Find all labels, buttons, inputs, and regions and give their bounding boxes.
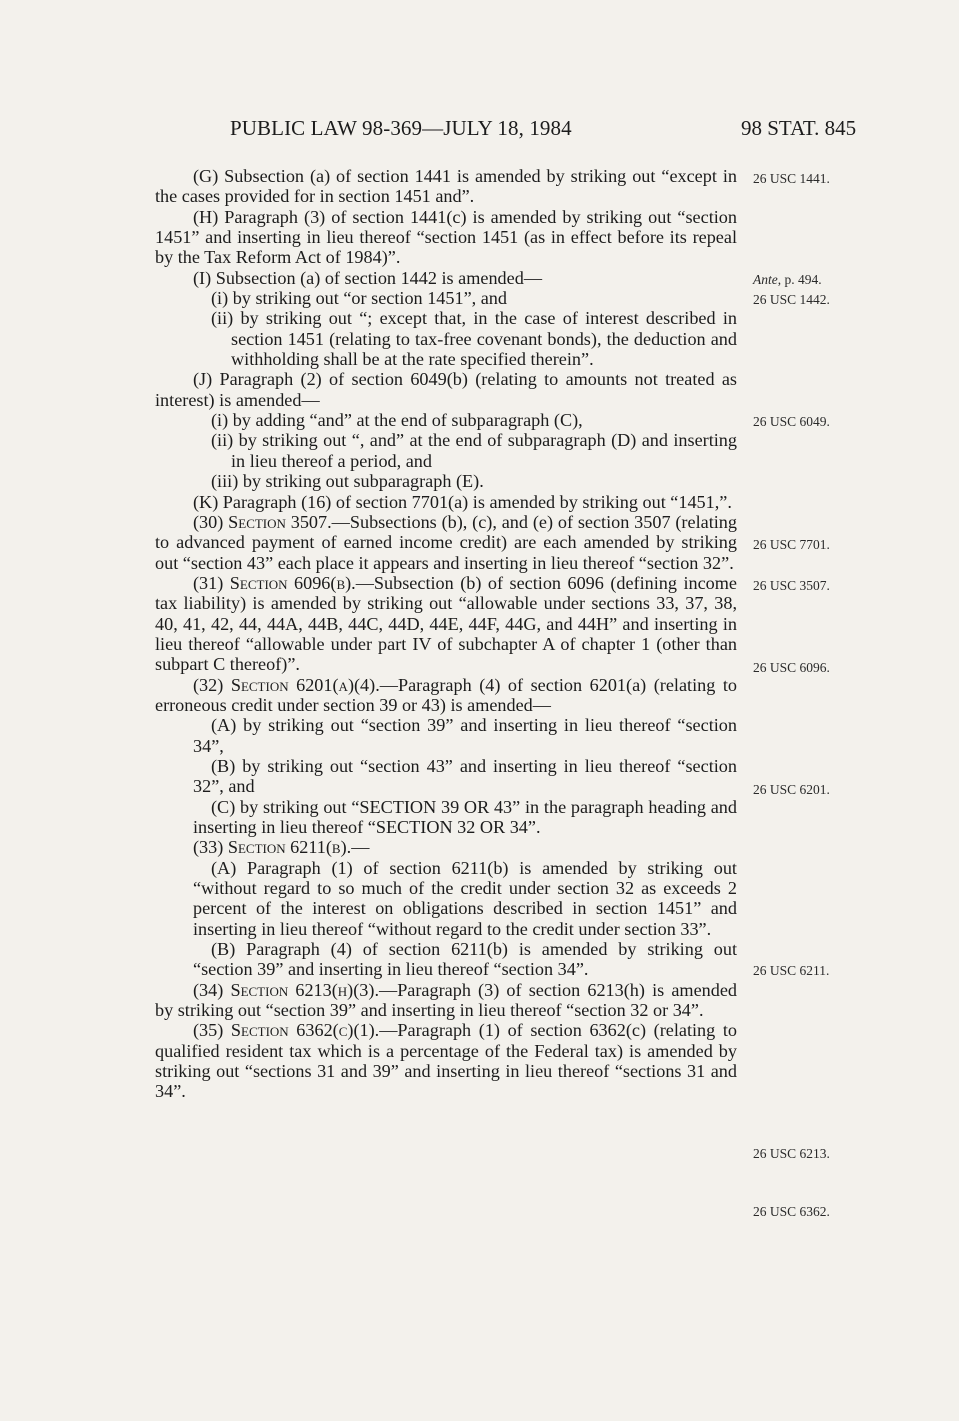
section-32-b: (B) by striking out “section 43” and inserting in lieu thereof “section 32”, and: [193, 755, 737, 797]
margin-note-26-usc-6049: 26 USC 6049.: [753, 414, 830, 429]
margin-note-26-usc-6213: 26 USC 6213.: [753, 1146, 830, 1161]
section-33-text: —: [351, 837, 370, 858]
section-35: [155, 1020, 737, 1101]
section-31: [155, 573, 737, 675]
margin-note-26-usc-1441: 26 USC 1441.: [753, 171, 830, 186]
paragraph-k: (K) Paragraph (16) of section 7701(a) is amended by striking out “1451,”.: [193, 491, 732, 512]
paragraph-i: (I) Subsection (a) of section 1442 is amended—: [193, 267, 543, 288]
section-34: [155, 980, 737, 1021]
margin-note-ante-p-494: [753, 272, 822, 288]
paragraph-j-3: (iii) by striking out subparagraph (E).: [211, 471, 484, 492]
statute-page-number: 98 STAT. 845: [741, 116, 857, 140]
margin-note-26-usc-7701: 26 USC 7701.: [753, 537, 830, 552]
section-32-text: —Paragraph (4) of section 6201(a) (relating to erroneous credit under section 39 or 43) is amended—: [155, 674, 737, 715]
section-34-number: (34): [193, 979, 231, 1000]
paragraph-j-2: (ii) by striking out “, and” at the end of subparagraph (D) and inserting in lieu thereof a period, and: [211, 430, 737, 471]
section-30-heading: Section 3507.: [228, 511, 332, 532]
margin-note-ante-rest: , p. 494.: [777, 272, 822, 287]
margin-note-26-usc-1442: 26 USC 1442.: [753, 292, 830, 307]
paragraph-h: (H) Paragraph (3) of section 1441(c) is amended by striking out “section 1451” and inserting in lieu thereof “section 1451 (as in effect before its repeal by the Tax Reform Act of 1984)”.: [155, 206, 737, 268]
paragraph-j: (J) Paragraph (2) of section 6049(b) (relating to amounts not treated as interest) is amended—: [155, 369, 737, 410]
margin-note-26-usc-6096: 26 USC 6096.: [753, 660, 830, 675]
section-31-heading: Section 6096(b).: [229, 572, 356, 593]
margin-note-ante-italic: Ante: [753, 272, 778, 287]
section-34-text: —Paragraph (3) of section 6213(h) is amended by striking out “section 39” and inserting in lieu thereof “section 32 or 34”.: [155, 979, 737, 1021]
margin-note-26-usc-3507: 26 USC 3507.: [753, 578, 830, 593]
section-31-text: —Subsection (b) of section 6096 (defining income tax liability) is amended by striking out “allowable under sections 33, 37, 38, 40, 41, 42, 44, 44A, 44B, 44C, 44D, 44E, 44F, 44G, and 44H” and inserting in lieu thereof “allowable under part IV of subchapter A of chapter 1 (other than subpart C thereof)”.: [155, 572, 737, 675]
section-30-number: (30): [193, 511, 229, 532]
running-head-title: PUBLIC LAW 98-369—JULY 18, 1984: [230, 116, 572, 140]
section-35-number: (35): [193, 1020, 231, 1041]
margin-note-26-usc-6201: 26 USC 6201.: [753, 782, 830, 797]
paragraph-j-1: (i) by adding “and” at the end of subparagraph (C),: [211, 410, 583, 431]
margin-note-26-usc-6362: 26 USC 6362.: [753, 1204, 830, 1219]
section-35-text: —Paragraph (1) of section 6362(c) (relating to qualified resident tax which is a percentage of the Federal tax) is amended by striking out “sections 31 and 39” and inserting in lieu thereof “sections 31 and 34”.: [155, 1020, 738, 1102]
section-32-heading: Section 6201(a)(4).: [230, 674, 380, 695]
section-32: [155, 675, 737, 716]
section-33-a: (A) Paragraph (1) of section 6211(b) is amended by striking out “without regard to so much of the credit under section 32 as exceeds 2 percent of the interest on obligations described in section 1451” and inserting in lieu thereof “without regard to the credit under section 33”.: [193, 857, 737, 939]
section-34-heading: Section 6213(h)(3).: [230, 979, 379, 1000]
section-33-heading: Section 6211(b).: [227, 837, 352, 858]
section-32-number: (32): [193, 674, 231, 695]
paragraph-i-2: (ii) by striking out “; except that, in the case of interest described in section 1451 (relating to tax-free covenant bonds), the deduction and withholding shall be at the rate specified therein”.: [211, 308, 737, 370]
section-32-c: (C) by striking out “SECTION 39 OR 43” in the paragraph heading and inserting in lieu thereof “SECTION 32 OR 34”.: [193, 796, 737, 837]
section-35-heading: Section 6362(c)(1).: [230, 1020, 380, 1041]
section-30-text: —Subsections (b), (c), and (e) of section 3507 (relating to advanced payment of earned income credit) are each amended by striking out “section 43” each place it appears and inserting in lieu thereof “section 32”.: [155, 511, 737, 573]
section-31-number: (31): [193, 572, 230, 593]
section-33: [155, 837, 737, 857]
document-body: [155, 166, 737, 1102]
paragraph-g: (G) Subsection (a) of section 1441 is amended by striking out “except in the cases provided for in section 1451 and”.: [155, 166, 737, 207]
margin-note-26-usc-6211: 26 USC 6211.: [753, 963, 830, 978]
section-30: [155, 512, 737, 573]
section-32-a: (A) by striking out “section 39” and inserting in lieu thereof “section 34”,: [193, 715, 737, 756]
section-33-number: (33): [193, 837, 228, 858]
page-header: [0, 116, 959, 144]
section-33-b: (B) Paragraph (4) of section 6211(b) is amended by striking out “section 39” and inserting in lieu thereof “section 34”.: [193, 939, 737, 980]
paragraph-i-1: (i) by striking out “or section 1451”, and: [211, 288, 507, 309]
